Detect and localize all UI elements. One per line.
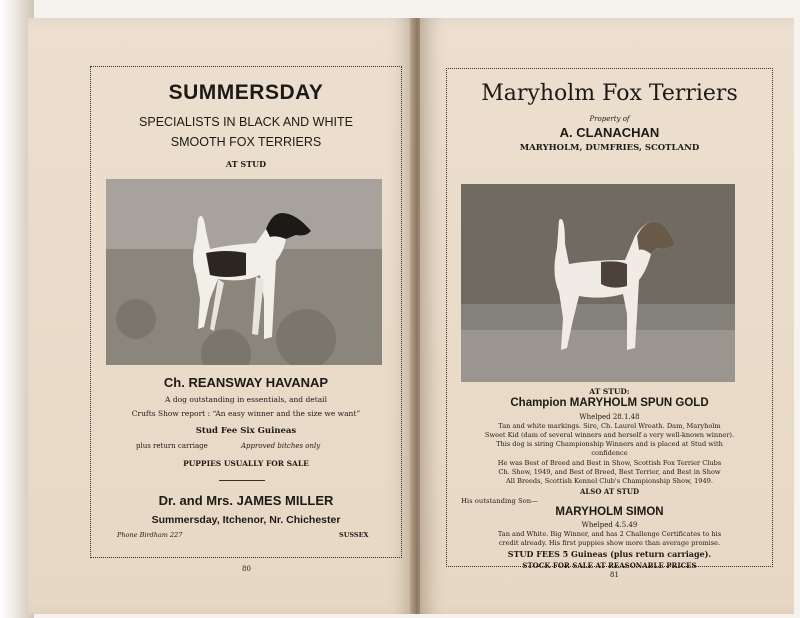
left-dog-desc: A dog outstanding in essentials, and detail — [165, 395, 327, 404]
right-desc-2: Sweet Kid (dam of several winners and herself a very well-known winner). — [484, 431, 735, 439]
right-at-stud: AT STUD: — [589, 387, 630, 396]
fox-terrier-illustration — [461, 184, 735, 382]
right-son-whelped: Whelped 4.5.49 — [581, 521, 638, 529]
left-page-number: 80 — [242, 565, 251, 573]
left-dog-name: Ch. REANSWAY HAVANAP — [163, 375, 329, 390]
left-page — [28, 18, 414, 614]
left-address: Summersday, Itchenor, Nr. Chichester — [151, 514, 341, 526]
right-son-name: MARYHOLM SIMON — [555, 506, 664, 518]
left-carriage: plus return carriage — [136, 442, 208, 450]
right-desc-1: Tan and white markings. Sire, Ch. Laurel Wreath. Dam, Maryholm — [498, 422, 721, 430]
right-desc-3: This dog is siring Championship Winners and is placed at Stud with — [496, 440, 723, 448]
left-divider — [219, 480, 265, 481]
left-title: SUMMERSDAY — [168, 81, 324, 104]
right-desc-7: All Breeds, Scottish Kennel Club's Championship Show, 1949. — [506, 477, 713, 485]
right-son-desc-1: Tan and White. Big Winner, and has 2 Challenge Certificates to his — [497, 530, 722, 538]
right-stud-fees: STUD FEES 5 Guineas (plus return carriage). — [507, 549, 712, 559]
left-puppies: PUPPIES USUALLY FOR SALE — [183, 459, 309, 468]
right-ad-frame — [446, 68, 773, 570]
right-also-at-stud: ALSO AT STUD — [579, 487, 640, 496]
right-owner: A. CLANACHAN — [559, 125, 660, 140]
right-desc-5: He was Best of Breed and Best in Show, Scottish Fox Terrier Clubs — [497, 459, 722, 467]
right-location: MARYHOLM, DUMFRIES, SCOTLAND — [519, 143, 700, 153]
right-son-desc-2: credit already. His first puppies show more than average promise. — [498, 539, 721, 547]
left-show-report: Crufts Show report : “An easy winner and the size we want” — [131, 409, 361, 418]
left-at-stud: AT STUD — [225, 159, 267, 169]
left-dog-photo — [106, 179, 382, 365]
fox-terrier-illustration — [106, 179, 382, 365]
left-subtitle-1: SPECIALISTS IN BLACK AND WHITE — [139, 115, 353, 129]
right-stock-for-sale: STOCK FOR SALE AT REASONABLE PRICES — [522, 561, 697, 570]
left-owners: Dr. and Mrs. JAMES MILLER — [158, 493, 334, 508]
right-title: Maryholm Fox Terriers — [481, 81, 738, 106]
right-dog-name: Champion MARYHOLM SPUN GOLD — [510, 397, 709, 409]
right-whelped: Whelped 28.1.48 — [579, 413, 640, 421]
left-stud-fee: Stud Fee Six Guineas — [195, 426, 297, 436]
left-approved-bitches: Approved bitches only — [241, 442, 321, 450]
open-book — [28, 18, 794, 614]
right-desc-4: confidence — [591, 449, 628, 457]
left-ad-frame — [90, 66, 402, 558]
right-dog-photo — [461, 184, 735, 382]
left-county: SUSSEX — [339, 531, 369, 539]
right-desc-6: Ch. Show, 1949, and Best of Breed, Best Terrier, and Best in Show — [498, 468, 721, 476]
right-page — [420, 18, 794, 614]
right-page-number: 81 — [610, 571, 619, 579]
right-son-intro: His outstanding Son— — [461, 497, 538, 505]
right-property-of: Property of — [589, 115, 630, 123]
left-subtitle-2: SMOOTH FOX TERRIERS — [170, 135, 322, 149]
left-phone: Phone Birdham 227 — [117, 531, 183, 539]
